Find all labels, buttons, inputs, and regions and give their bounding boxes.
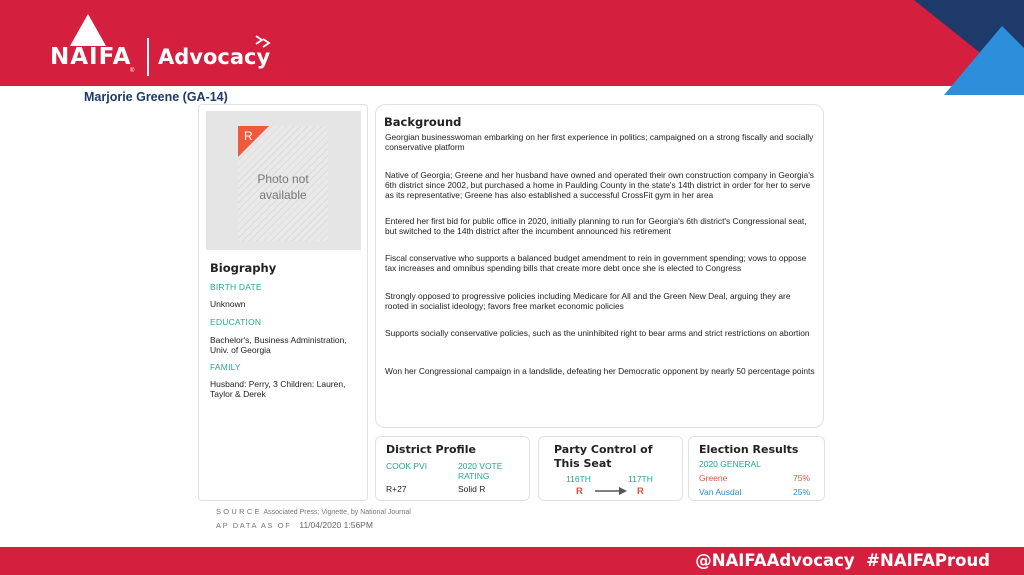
- background-card: [375, 104, 824, 428]
- party-control-card: [538, 436, 683, 501]
- vote-rating-label: 2020 VOTE RATING: [458, 461, 503, 481]
- congress-to-label: 117TH: [628, 474, 653, 484]
- logo-registered-mark: ®: [130, 68, 135, 74]
- header-banner: [0, 0, 1024, 86]
- source-value: Associated Press; Vignette, by National Journal: [263, 509, 411, 516]
- footer-hashtags: @NAIFAAdvocacy #NAIFAProud: [695, 551, 990, 570]
- candidate-percent: 75%: [793, 473, 811, 483]
- background-heading: Background: [384, 115, 462, 129]
- party-from-value: R: [576, 486, 583, 497]
- source-line: [216, 507, 411, 516]
- family-value: Husband: Perry, 3 Children: Lauren, Taylor & Derek: [210, 379, 346, 399]
- party-to-value: R: [637, 486, 644, 497]
- birth-date-label: BIRTH DATE: [210, 282, 262, 292]
- profile-card: [198, 104, 368, 501]
- election-subtitle: 2020 GENERAL: [699, 459, 761, 469]
- corner-decoration: [874, 0, 1024, 95]
- education-label: EDUCATION: [210, 317, 262, 327]
- candidate-name: Van Ausdal: [699, 487, 742, 497]
- background-paragraph: Supports socially conservative policies, such as the uninhibited right to bear arms and strict restrictions on abortion: [385, 328, 810, 338]
- logo-product-text: Advocacy: [158, 45, 271, 69]
- party-badge: R: [244, 129, 253, 143]
- background-paragraph: Won her Congressional campaign in a landslide, defeating her Democratic opponent by nearly 50 percentage points: [385, 366, 815, 376]
- candidate-percent: 25%: [793, 487, 811, 497]
- logo-triangle-icon: [70, 14, 106, 46]
- photo-unavailable-text: Photo not available: [257, 172, 309, 202]
- biography-heading: Biography: [210, 261, 277, 275]
- background-paragraph: Georgian businesswoman embarking on her first experience in politics; campaigned on a strong fiscally and socially conservative platform: [385, 132, 814, 152]
- party-control-heading: Party Control of This Seat: [554, 443, 653, 470]
- logo-divider: [147, 38, 149, 76]
- page-title: Marjorie Greene (GA-14): [84, 90, 228, 104]
- congress-from-label: 116TH: [566, 474, 591, 484]
- logo-brand-text: NAIFA: [50, 44, 132, 70]
- photo-placeholder: [206, 111, 361, 250]
- data-timestamp-line: [216, 520, 373, 530]
- birth-date-value: Unknown: [210, 299, 246, 309]
- election-results-card: [688, 436, 825, 501]
- district-profile-card: [375, 436, 530, 501]
- data-asof-label: AP DATA AS OF: [216, 521, 292, 530]
- election-results-heading: Election Results: [699, 443, 799, 456]
- party-flag-icon: [238, 126, 269, 157]
- education-value: Bachelor's, Business Administration, Univ. of Georgia: [210, 335, 347, 355]
- source-label: SOURCE: [216, 507, 262, 516]
- cook-pvi-value: R+27: [386, 484, 407, 494]
- vote-rating-value: Solid R: [458, 484, 486, 494]
- arrow-right-icon: [595, 487, 627, 495]
- family-label: FAMILY: [210, 362, 241, 372]
- footer-banner: [0, 547, 1024, 575]
- district-profile-heading: District Profile: [386, 443, 476, 456]
- background-paragraph: Entered her first bid for public office in 2020, initially planning to run for Georgia's 6th district's Congressional seat, but switched to the 14th district after the incumbent announced his retirement: [385, 216, 807, 236]
- logo-arrows-icon: [254, 34, 274, 48]
- candidate-name: Greene: [699, 473, 728, 483]
- data-asof-value: 11/04/2020 1:56PM: [299, 520, 373, 530]
- background-paragraph: Native of Georgia; Greene and her husband have owned and operated their own construction company in Georgia's 6th district since 2002, but purchased a home in Paulding County in the state's 14th district in order for her to serve as its representative; Greene has also established a successful CrossFit gym in her area: [385, 170, 814, 200]
- background-paragraph: Fiscal conservative who supports a balanced budget amendment to rein in government spending; vows to oppose tax increases and omnibus spending bills that create more debt once she is elected to Congress: [385, 253, 807, 273]
- background-paragraph: Strongly opposed to progressive policies including Medicare for All and the Green New Deal, arguing they are rooted in socialist ideology; favors free market economic policies: [385, 291, 791, 311]
- naifa-logo[interactable]: [50, 14, 280, 78]
- cook-pvi-label: COOK PVI: [386, 461, 428, 471]
